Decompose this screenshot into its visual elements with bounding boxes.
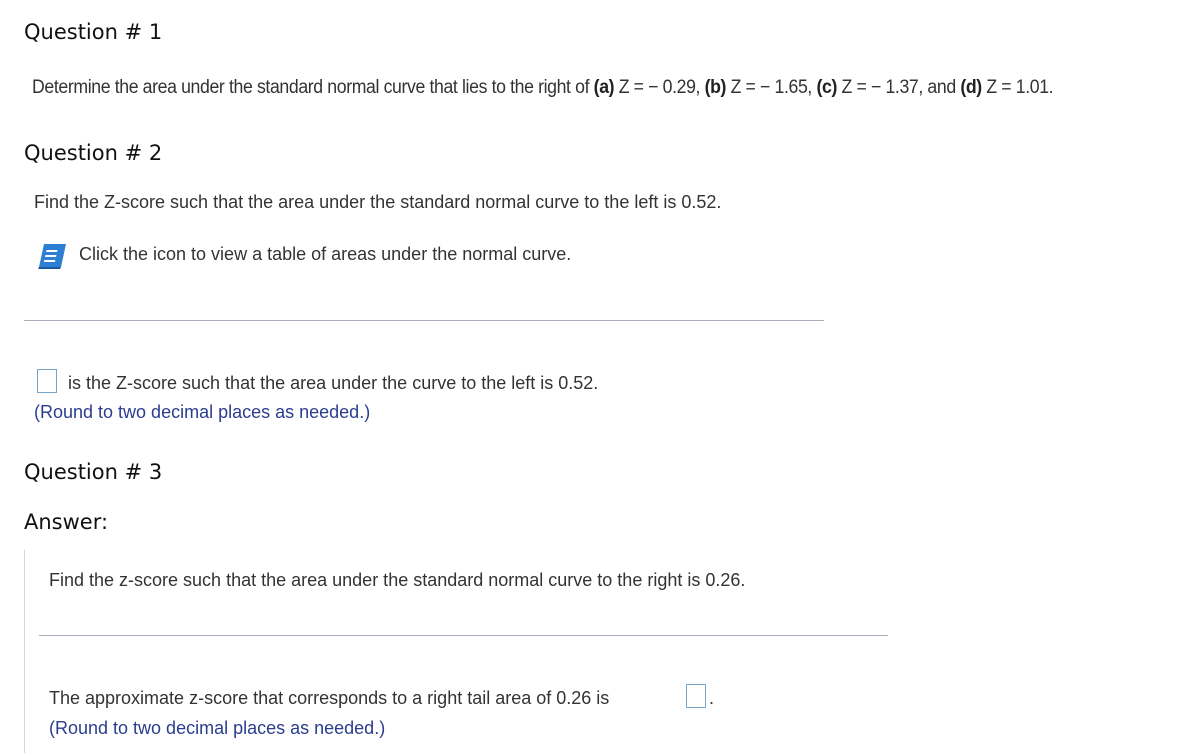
question-3-prompt: Find the z-score such that the area under the standard normal curve to the right is 0.26. [49, 570, 746, 590]
answer-suffix: . [709, 688, 715, 708]
answer-input-box[interactable] [686, 684, 706, 708]
part-d-label: (d) [960, 77, 982, 98]
part-c-label: (c) [816, 77, 837, 98]
part-a-label: (a) [593, 77, 615, 98]
part-b-label: (b) [704, 77, 727, 98]
part-b-expr: Z = − 1.65, [726, 77, 817, 98]
answer-label: Answer: [24, 510, 109, 534]
book-icon[interactable] [37, 243, 67, 270]
answer-panel-border [24, 550, 25, 753]
question-3-answer-text: The approximate z-score that corresponds to a right tail area of 0.26 is [49, 688, 610, 708]
rounding-hint: (Round to two decimal places as needed.) [49, 718, 386, 738]
rounding-hint: (Round to two decimal places as needed.) [34, 402, 371, 422]
question-2-heading: Question # 2 [24, 141, 163, 165]
part-d-expr: Z = 1.01. [981, 77, 1054, 98]
table-link-text[interactable]: Click the icon to view a table of areas under the normal curve. [79, 244, 572, 264]
question-2-answer-text: is the Z-score such that the area under the curve to the left is 0.52. [68, 373, 599, 393]
question-3-heading: Question # 3 [24, 460, 163, 484]
part-c-expr: Z = − 1.37, and [836, 77, 961, 98]
divider [39, 635, 888, 636]
question-1-text [32, 77, 1053, 99]
question-1-heading: Question # 1 [24, 20, 163, 44]
answer-input-box[interactable] [37, 369, 57, 393]
question-2-prompt: Find the Z-score such that the area under the standard normal curve to the left is 0.52. [34, 192, 722, 212]
part-a-expr: Z = − 0.29, [614, 77, 705, 98]
question-1-intro: Determine the area under the standard normal curve that lies to the right of [32, 77, 594, 98]
divider [24, 320, 824, 321]
